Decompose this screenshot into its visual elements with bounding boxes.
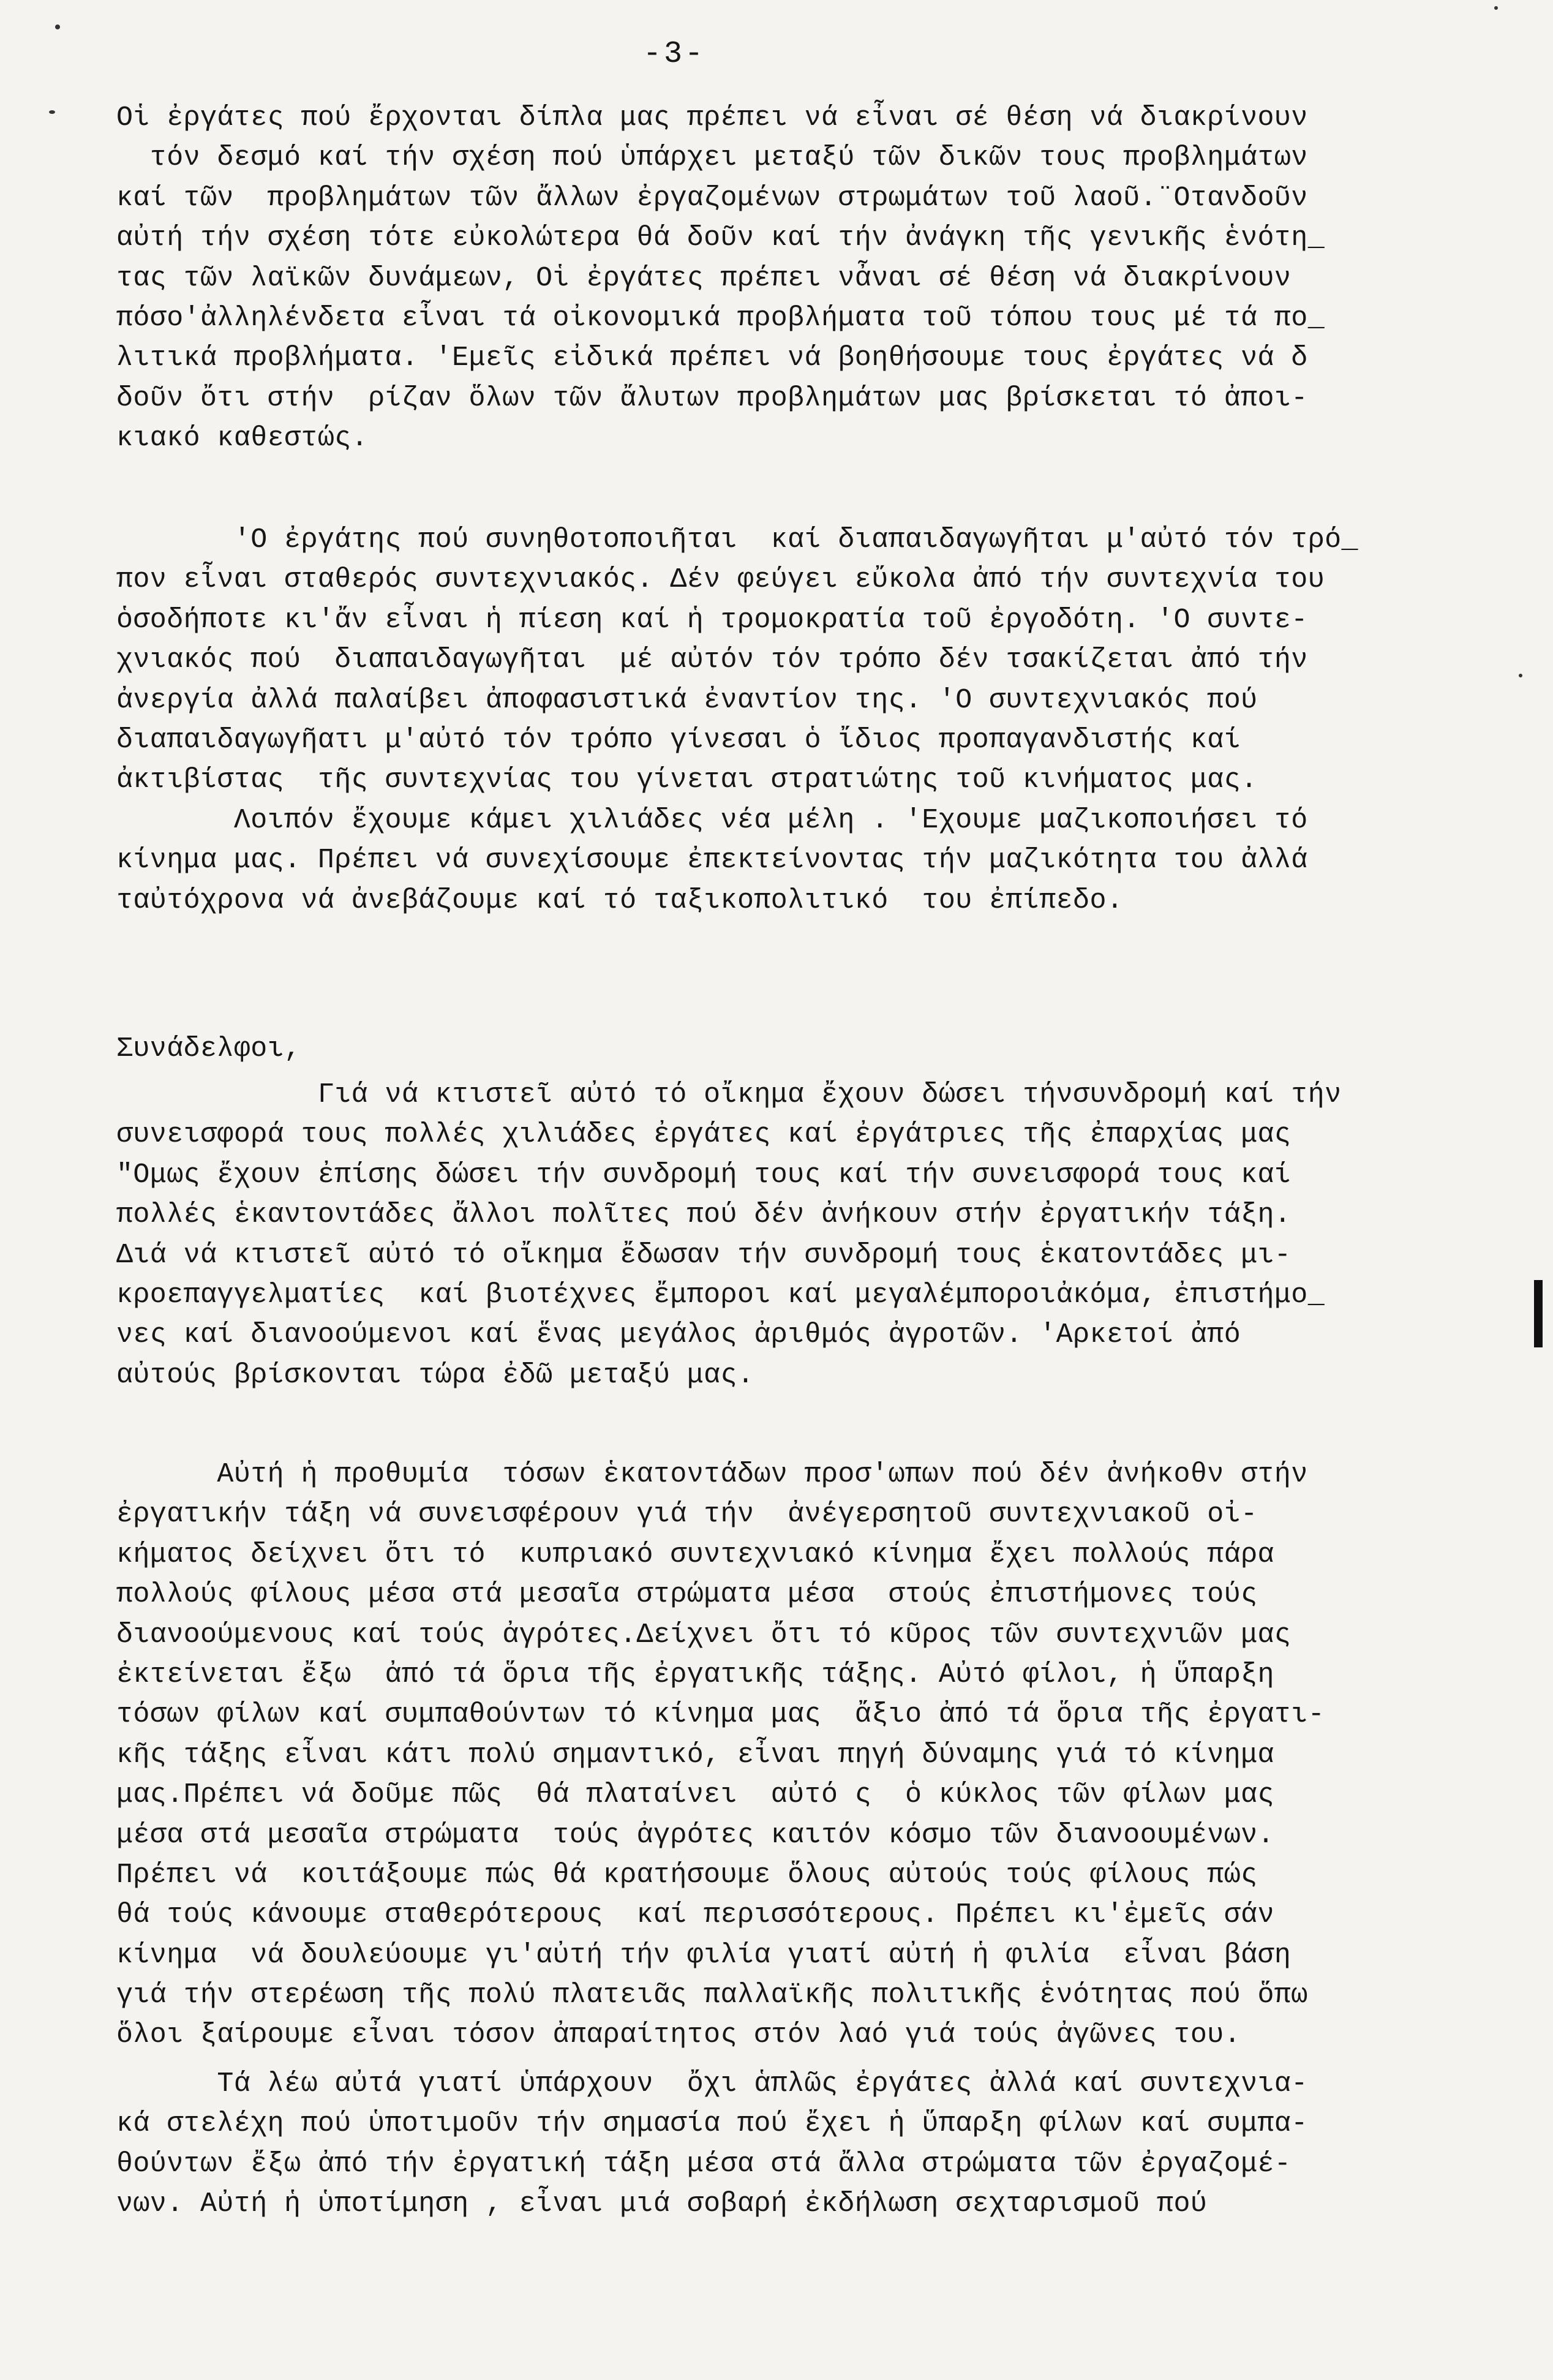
text-line: αὐτή τήν σχέση τότε εὐκολώτερα θά δοῦν καί τήν ἀνάγκη τῆς γενικῆς ἑνότη_ bbox=[116, 222, 1325, 254]
text-line: πολλούς φίλους μέσα στά μεσαῖα στρώματα μέσα στούς ἐπιστήμονες τούς bbox=[116, 1579, 1258, 1611]
paragraph-4 bbox=[116, 1455, 1506, 2055]
text-line: νων. Αὐτή ἡ ὑποτίμηση , εἶναι μιά σοβαρή ἐκδήλωση σεχταρισμοῦ πού bbox=[116, 2188, 1208, 2220]
scan-speck bbox=[1494, 6, 1498, 10]
paragraph-2 bbox=[116, 520, 1506, 921]
text-line: κῆς τάξης εἶναι κάτι πολύ σημαντικό, εἶναι πηγή δύναμης γιά τό κίνημα bbox=[116, 1739, 1274, 1771]
text-line: τόσων φίλων καί συμπαθούντων τό κίνημα μας ἄξιο ἀπό τά ὅρια τῆς ἐργατι- bbox=[116, 1699, 1325, 1731]
paragraph-3 bbox=[116, 1075, 1506, 1395]
scan-speck bbox=[49, 110, 55, 114]
text-line: μας.Πρέπει νά δοῦμε πῶς θά πλαταίνει αὐτό ς ὁ κύκλος τῶν φίλων μας bbox=[116, 1779, 1274, 1811]
text-line: κροεπαγγελματίες καί βιοτέχνες ἔμποροι καί μεγαλέμποροιἀκόμα, ἐπιστήμο_ bbox=[116, 1279, 1325, 1311]
text-line: Τά λέω αὐτά γιατί ὑπάρχουν ὄχι ἁπλῶς ἐργάτες ἀλλά καί συντεχνια- bbox=[116, 2068, 1308, 2099]
text-line: κιακό καθεστώς. bbox=[116, 423, 369, 454]
text-line: ἀνεργία ἀλλά παλαίβει ἀποφασιστικά ἐναντίον της. 'Ο συντεχνιακός πού bbox=[116, 684, 1258, 716]
text-line: διανοούμενους καί τούς ἀγρότες.Δείχνει ὄτι τό κῦρος τῶν συντεχνιῶν μας bbox=[116, 1619, 1292, 1651]
scan-speck bbox=[55, 24, 60, 29]
text-line: πον εἶναι σταθερός συντεχνιακός. Δέν φεύγει εὔκολα ἀπό τήν συντεχνία του bbox=[116, 564, 1325, 596]
text-line: Αὐτή ἡ προθυμία τόσων ἑκατοντάδων προσ'ωπων πού δέν ἀνήκοθν στήν bbox=[116, 1459, 1308, 1490]
scan-edge-mark bbox=[1534, 1280, 1543, 1347]
text-line: ἐκτείνεται ἔξω ἀπό τά ὅρια τῆς ἐργατικῆς τάξης. Αὐτό φίλοι, ἡ ὕπαρξη bbox=[116, 1659, 1274, 1690]
text-line: "Ομως ἔχουν ἐπίσης δώσει τήν συνδρομή τους καί τήν συνεισφορά τους καί bbox=[116, 1159, 1292, 1191]
page-number: -3- bbox=[643, 37, 706, 72]
text-line: λιτικά προβλήματα. 'Εμεῖς εἰδικά πρέπει νά βοηθήσουμε τους ἐργάτες νά δ bbox=[116, 342, 1308, 374]
text-line: χνιακός πού διαπαιδαγωγῆται μέ αὐτόν τόν τρόπο δέν τσακίζεται ἀπό τήν bbox=[116, 644, 1308, 676]
paragraph-1 bbox=[116, 98, 1506, 459]
text-line: Συνάδελφοι, bbox=[116, 1033, 301, 1064]
text-line: καί τῶν προβλημάτων τῶν ἄλλων ἐργαζομένων στρωμάτων τοῦ λαοῦ.¨Οτανδοῦν bbox=[116, 182, 1308, 214]
text-line: δοῦν ὄτι στήν ρίζαν ὅλων τῶν ἄλυτων προβλημάτων μας βρίσκεται τό ἀποι- bbox=[116, 382, 1308, 414]
text-line: μέσα στά μεσαῖα στρώματα τούς ἀγρότες καιτόν κόσμο τῶν διανοουμένων. bbox=[116, 1819, 1274, 1851]
text-line: κά στελέχη πού ὑποτιμοῦν τήν σημασία πού ἔχει ἡ ὕπαρξη φίλων καί συμπα- bbox=[116, 2108, 1308, 2140]
text-line: πόσο'ἀλληλένδετα εἶναι τά οἰκονομικά προβλήματα τοῦ τόπου τους μέ τά πο_ bbox=[116, 302, 1325, 334]
text-line: διαπαιδαγωγῆατι μ'αὐτό τόν τρόπο γίνεσαι ὁ ἴδιος προπαγανδιστής καί bbox=[116, 724, 1241, 756]
text-line: Διά νά κτιστεῖ αὐτό τό οἴκημα ἔδωσαν τήν συνδρομή τους ἑκατοντάδες μι- bbox=[116, 1239, 1292, 1271]
text-line: ταὐτόχρονα νά ἀνεβάζουμε καί τό ταξικοπολιτικό του ἐπίπεδο. bbox=[116, 884, 1124, 916]
text-line: ὅλοι ξαίρουμε εἶναι τόσον ἀπαραίτητος στόν λαό γιά τούς ἀγῶνες του. bbox=[116, 2019, 1241, 2051]
text-line: γιά τήν στερέωση τῆς πολύ πλατειᾶς παλλαϊκῆς πολιτικῆς ἑνότητας πού ὅπω bbox=[116, 1979, 1308, 2011]
text-line: αὐτούς βρίσκονται τώρα ἐδῶ μεταξύ μας. bbox=[116, 1359, 754, 1391]
text-line: θά τούς κάνουμε σταθερότερους καί περισσότερους. Πρέπει κι'ἐμεῖς σάν bbox=[116, 1899, 1274, 1931]
salutation bbox=[116, 1029, 1506, 1069]
text-line: ἀκτιβίστας τῆς συντεχνίας του γίνεται στρατιώτης τοῦ κινήματος μας. bbox=[116, 764, 1258, 796]
text-line: συνεισφορά τους πολλές χιλιάδες ἐργάτες καί ἐργάτριες τῆς ἐπαρχίας μας bbox=[116, 1119, 1292, 1151]
text-line: κίνημα μας. Πρέπει νά συνεχίσουμε ἐπεκτείνοντας τήν μαζικότητα του ἀλλά bbox=[116, 845, 1308, 876]
text-line: τόν δεσμό καί τήν σχέση πού ὑπάρχει μεταξύ τῶν δικῶν τους προβλημάτων bbox=[116, 142, 1308, 174]
scan-speck bbox=[1519, 674, 1522, 677]
text-line: Λοιπόν ἔχουμε κάμει χιλιάδες νέα μέλη . 'Εχουμε μαζικοποιήσει τό bbox=[116, 804, 1308, 836]
text-line: ἐργατικήν τάξη νά συνεισφέρουν γιά τήν ἀνέγερσητοῦ συντεχνιακοῦ οἰ- bbox=[116, 1499, 1258, 1531]
text-line: πολλές ἑκαντοντάδες ἄλλοι πολῖτες πού δέν ἀνήκουν στήν ἐργατικήν τάξη. bbox=[116, 1199, 1292, 1231]
text-line: 'Ο ἐργάτης πού συνηθοτοποιῆται καί διαπαιδαγωγῆται μ'αὐτό τόν τρό_ bbox=[116, 524, 1358, 555]
text-line: Πρέπει νά κοιτάξουμε πώς θά κρατήσουμε ὅλους αὐτούς τούς φίλους πώς bbox=[116, 1859, 1258, 1891]
text-line: τας τῶν λαϊκῶν δυνάμεων, Οἱ ἐργάτες πρέπει νἆναι σέ θέση νά διακρίνουν bbox=[116, 262, 1292, 294]
paragraph-5 bbox=[116, 2064, 1506, 2224]
text-line: θούντων ἔξω ἀπό τήν ἐργατική τάξη μέσα στά ἄλλα στρώματα τῶν ἐργαζομέ- bbox=[116, 2148, 1292, 2180]
text-line: κήματος δείχνει ὄτι τό κυπριακό συντεχνιακό κίνημα ἔχει πολλούς πάρα bbox=[116, 1538, 1274, 1570]
text-line: κίνημα νά δουλεύουμε γι'αὐτή τήν φιλία γιατί αὐτή ἡ φιλία εἶναι βάση bbox=[116, 1939, 1292, 1971]
text-line: Οἱ ἐργάτες πού ἔρχονται δίπλα μας πρέπει νά εἶναι σέ θέση νά διακρίνουν bbox=[116, 102, 1308, 134]
text-line: νες καί διανοούμενοι καί ἕνας μεγάλος ἀριθμός ἀγροτῶν. 'Αρκετοί ἀπό bbox=[116, 1319, 1241, 1351]
text-line: ὁσοδήποτε κι'ἄν εἶναι ἡ πίεση καί ἡ τρομοκρατία τοῦ ἐργοδότη. 'Ο συντε- bbox=[116, 604, 1308, 636]
text-line: Γιά νά κτιστεῖ αὐτό τό οἴκημα ἔχουν δώσει τήνσυνδρομή καί τήν bbox=[116, 1079, 1342, 1110]
